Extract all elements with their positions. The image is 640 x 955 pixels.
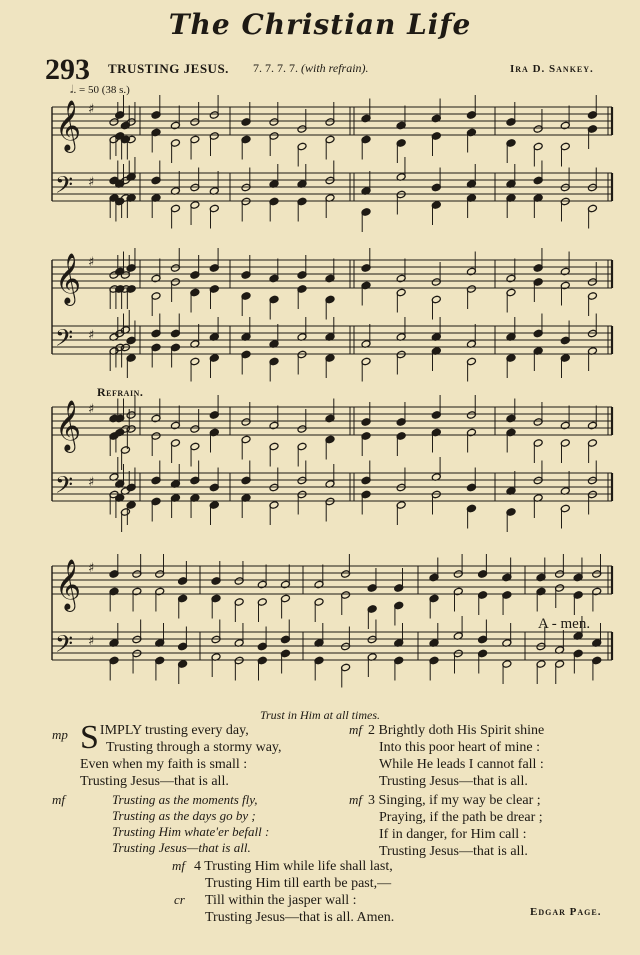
verse-4 <box>194 858 494 926</box>
composer: Ira D. Sankey. <box>510 63 594 75</box>
verse2-dynamic: mf <box>349 722 362 737</box>
hymn-number: 293 <box>45 53 90 86</box>
verse1-line4: Trusting Jesus—that is all. <box>80 774 229 789</box>
verse2-number: 2 <box>368 723 375 738</box>
verse-2 <box>368 722 638 790</box>
key-sharp: ♯ <box>88 561 95 576</box>
motto: Trust in Him at all times. <box>259 708 381 722</box>
chorus-line4: Trusting Jesus—that is all. <box>112 840 251 855</box>
refrain-label: Refrain. <box>97 385 144 399</box>
hymn-title: TRUSTING JESUS. <box>108 61 229 76</box>
verse4-dynamic: mf <box>172 858 185 873</box>
verse3-line3: If in danger, for Him call : <box>379 827 527 842</box>
verse4-line4: Trusting Jesus—that is all. Amen. <box>205 910 395 925</box>
treble-clef: 𝄞 <box>55 253 82 304</box>
verse2-line1-text: Brightly doth His Spirit shine <box>378 723 545 738</box>
key-sharp: ♯ <box>88 255 95 270</box>
key-sharp: ♯ <box>88 102 95 117</box>
lyricist-credit: Edgar Page. <box>530 906 602 918</box>
verse2-line1 <box>368 722 638 739</box>
verse1-dropcap: S <box>80 719 99 756</box>
verse4-crescendo: cr <box>174 892 185 907</box>
verse4-line1-text: Trusting Him while life shall last, <box>204 859 393 874</box>
verse4-number: 4 <box>194 859 201 874</box>
section-title: The Christian Life <box>168 8 472 41</box>
verse-3 <box>368 792 638 860</box>
verse1-line1-text: IMPLY trusting every day, <box>99 723 249 738</box>
treble-clef: 𝄞 <box>55 400 82 451</box>
bass-clef: 𝄢 <box>55 324 74 357</box>
bass-clef: 𝄢 <box>55 630 74 663</box>
meter-note: (with refrain). <box>301 61 369 75</box>
key-sharp: ♯ <box>88 402 95 417</box>
verse2-line4: Trusting Jesus—that is all. <box>379 774 528 789</box>
key-sharp: ♯ <box>88 175 95 190</box>
verse1-dynamic: mp <box>52 727 68 742</box>
chorus <box>112 792 342 856</box>
verse3-line4: Trusting Jesus—that is all. <box>379 844 528 859</box>
verse1-line2: Trusting through a stormy way, <box>106 740 282 755</box>
bass-clef: 𝄢 <box>55 171 74 204</box>
verse3-dynamic: mf <box>349 792 362 807</box>
verse3-number: 3 <box>368 793 375 808</box>
verse1-line3: Even when my faith is small : <box>80 757 248 772</box>
meter-value: 7. 7. 7. 7. <box>253 61 298 75</box>
treble-clef: 𝄞 <box>55 100 82 151</box>
chorus-dynamic: mf <box>52 792 65 807</box>
treble-clef: 𝄞 <box>55 559 82 610</box>
key-sharp: ♯ <box>88 634 95 649</box>
key-sharp: ♯ <box>88 475 95 490</box>
amen-lyric: A - men. <box>538 616 591 632</box>
verse3-line1-text: Singing, if my way be clear ; <box>378 793 541 808</box>
key-sharp: ♯ <box>88 328 95 343</box>
tempo-mark: 𝅗𝅥. = 50 (38 s.) <box>70 84 130 96</box>
verse-1 <box>80 719 350 790</box>
verse3-line2: Praying, if the path be drear ; <box>379 810 543 825</box>
verse2-line2: Into this poor heart of mine : <box>379 740 540 755</box>
verse4-line1 <box>194 858 494 875</box>
chorus-line3: Trusting Him whate'er befall : <box>112 824 270 839</box>
verse3-line1 <box>368 792 638 809</box>
chorus-line2: Trusting as the days go by ; <box>112 808 256 823</box>
verse4-line3: Till within the jasper wall : <box>205 893 357 908</box>
verse4-line2: Trusting Him till earth be past,— <box>205 876 392 891</box>
verse2-line3: While He leads I cannot fall : <box>379 757 544 772</box>
chorus-line1: Trusting as the moments fly, <box>112 792 258 807</box>
bass-clef: 𝄢 <box>55 471 74 504</box>
